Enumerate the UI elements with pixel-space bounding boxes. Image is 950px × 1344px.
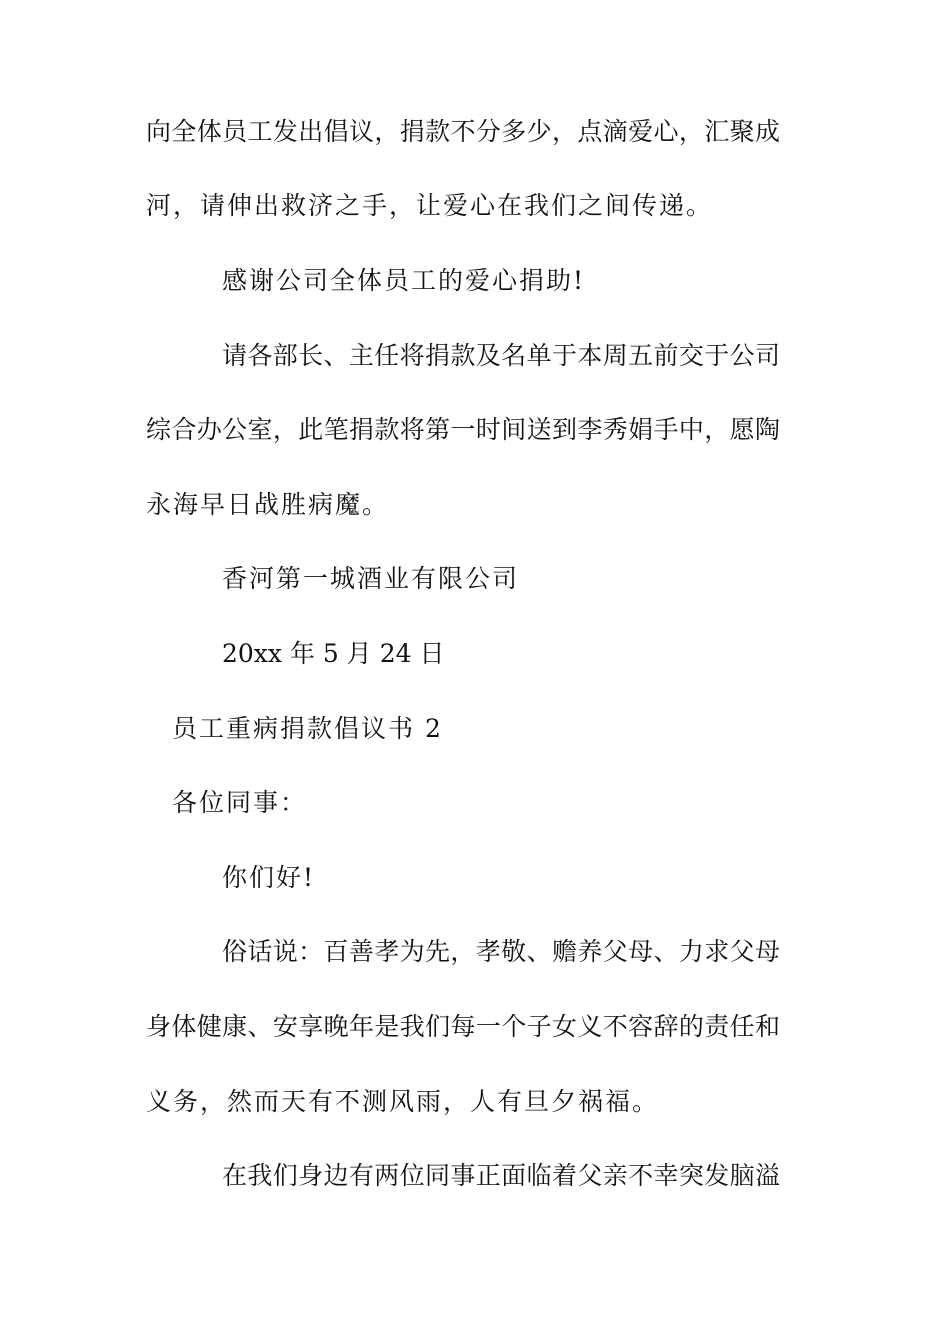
- body-text-line: 请各部长、主任将捐款及名单于本周五前交于公司: [222, 341, 780, 370]
- body-text-line: 身体健康、安享晚年是我们每一个子女义不容辞的责任和: [146, 1012, 780, 1041]
- document-date: 20xx 年 5 月 24 日: [222, 639, 445, 668]
- greeting: 你们好!: [222, 863, 316, 892]
- section-heading: 员工重病捐款倡议书 2: [172, 714, 443, 743]
- body-text-line: 俗话说：百善孝为先，孝敬、赡养父母、力求父母: [222, 937, 780, 966]
- body-text-line: 在我们身边有两位同事正面临着父亲不幸突发脑溢: [222, 1161, 780, 1190]
- body-text-line: 义务，然而天有不测风雨，人有旦夕祸福。: [146, 1087, 660, 1116]
- body-text-line: 河，请伸出救济之手，让爱心在我们之间传递。: [146, 191, 714, 220]
- body-text-line: 综合办公室，此笔捐款将第一时间送到李秀娟手中，愿陶: [146, 415, 780, 444]
- company-name: 香河第一城酒业有限公司: [222, 564, 520, 593]
- salutation: 各位同事：: [172, 788, 308, 817]
- body-text-line: 永海早日战胜病魔。: [146, 490, 390, 519]
- body-text-line: 向全体员工发出倡议，捐款不分多少，点滴爱心，汇聚成: [146, 117, 780, 146]
- body-text-line: 感谢公司全体员工的爱心捐助!: [222, 266, 586, 295]
